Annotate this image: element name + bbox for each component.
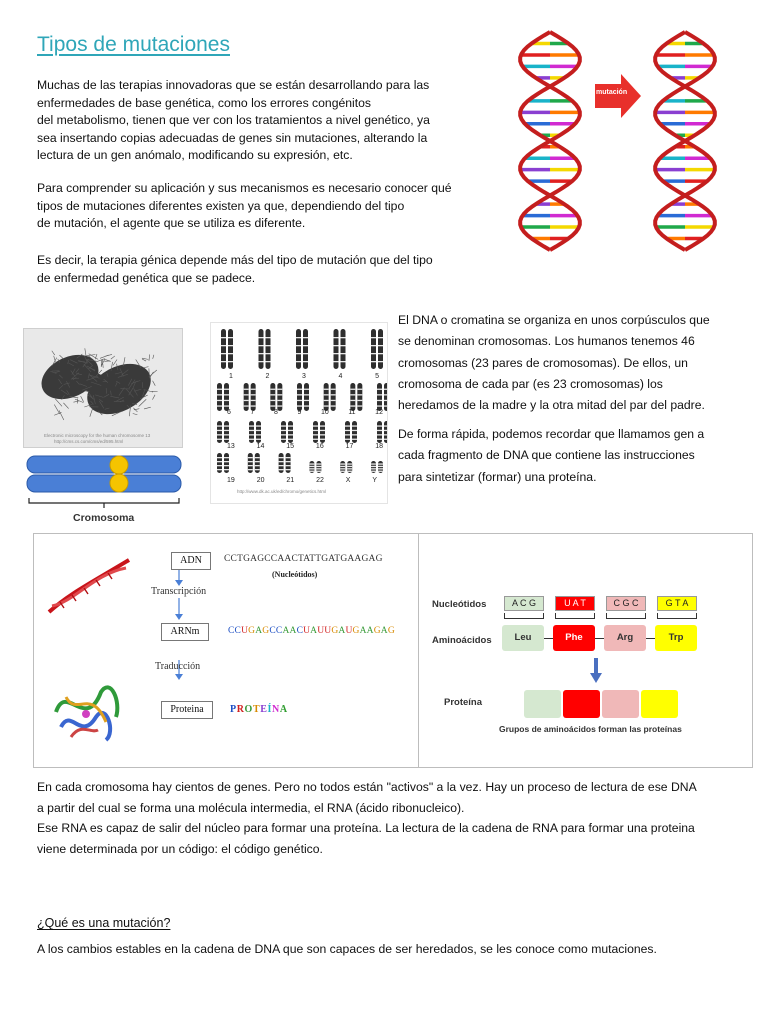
karyotype-number: 9 [297,409,302,416]
chromosome-shape [270,383,275,411]
chromosome-shape [221,329,226,369]
chromosome-shape [251,383,256,411]
chromosome-shape [384,383,387,411]
text-line: El DNA o cromatina se organiza en unos corpúsculos que [398,313,710,327]
karyotype-chromosomes [211,323,387,493]
dna-ribbon-image [44,554,134,619]
chromosome-shape [224,383,229,411]
karyotype-number: 20 [256,477,265,484]
arnm-box: ARNm [161,623,209,641]
proteina-box: Proteina [161,701,213,719]
karyotype-number: 12 [375,409,383,416]
protein-block [602,690,639,718]
karyotype-row-3-labels [227,443,383,450]
peptide-bond-line [544,638,553,639]
amino-acid-box: Phe [553,625,595,651]
down-arrow-icon [590,658,602,684]
chromosome-shape [303,329,308,369]
text-line: a partir del cual se forma una molécula intermedia, el RNA (ácido ribonucleico). [37,800,465,815]
chromosome-label: Cromosoma [73,512,135,524]
karyotype-number: 15 [286,443,295,450]
text-line: Muchas de las terapias innovadoras que se están desarrollando para las [37,78,430,92]
text-line: lectura de un gen anómalo, modificando su expresión, etc. [37,148,353,162]
karyotype-number: Y [372,477,377,484]
proteins-caption: Grupos de aminoácidos forman las proteínas [499,724,682,734]
text-line: cromosomas (23 pares de cromosomas). De ellos, un [398,355,688,370]
chromosome-shape [377,383,382,411]
codon-bracket [504,613,544,619]
chromosome-shape [259,329,264,369]
chromosome-shape [228,329,233,369]
text-line: para sintetizar (formar) una proteína. [398,469,597,484]
chromosome-shape [217,383,222,411]
codon-box: U A T [555,596,595,611]
proteina-word: PROTEÍNA [230,704,288,715]
karyotype-number: X [345,477,351,484]
text-line: Ese RNA es capaz de salir del núcleo para formar una proteína. La lectura de la cadena de RNA para formar una proteina [37,821,695,835]
karyotype-figure [210,322,388,504]
codon-box: C G C [606,596,646,611]
karyotype-number: 21 [286,477,295,484]
codon-bracket [606,613,646,619]
nucleotidos-note: (Nucleótidos) [272,570,318,579]
text-line: viene determinada por un código: el código genético. [37,841,323,856]
codon-row [504,596,768,656]
chromosome-shape [331,383,336,411]
text-line: cromosoma de cada par (es 23 cromosomas) los [398,376,663,391]
chromosome-shape [378,329,383,369]
intro-paragraph-2 [37,180,482,233]
mutation-answer: A los cambios estables en la cadena de DNA que son capaces de ser heredados, se les conoce como mutaciones. [37,942,657,956]
karyotype-number: 8 [273,409,278,416]
amino-acid-box: Arg [604,625,646,651]
chromosome-shape [357,383,362,411]
peptide-bond-line [595,638,604,639]
mutation-label: mutación [596,89,628,96]
codon-box: A C G [504,596,544,611]
karyotype-number: 6 [227,409,231,416]
protein-structure-image [46,672,128,747]
chromosome-shape [304,383,309,411]
chromosome-diagram [24,450,184,530]
text-line: cada fragmento de DNA que contiene las instrucciones [398,448,695,463]
aminoacidos-label: Aminoácidos [432,635,492,646]
transcripcion-label: Transcripción [151,586,207,597]
protein-block [641,690,678,718]
traduccion-label: Traducción [155,661,201,672]
karyotype-number: 17 [345,443,354,450]
page-title: Tipos de mutaciones [37,33,230,56]
chromosome-shape [334,329,339,369]
adn-sequence: CCTGAGCCAACTATTGATGAAGAG [224,554,383,564]
chromosome-shape [244,383,249,411]
amino-acid-box: Trp [655,625,697,651]
karyotype-row-4-labels [227,477,377,484]
chromosome-shape [371,329,376,369]
karyotype-number: 22 [316,477,324,484]
arn-sequence: CCUGAGCCAACUAUUGAUGAAGAG [228,626,395,636]
text-line: enfermedades de base genética, como los errores congénitos [37,95,372,110]
adn-box: ADN [171,552,211,570]
karyotype-row-2-labels [227,409,383,416]
karyotype-number: 13 [227,443,235,450]
karyotype-number: 3 [302,373,306,380]
text-line: Para comprender su aplicación y sus mecanismos es necesario conocer qué [37,181,452,195]
dna-mutation-figure [495,22,745,258]
chromosome-paragraph [398,310,743,416]
text-line: En cada cromosoma hay cientos de genes. Pero no todos están "activos" a la vez. Hay un proceso de lectura de ese DNA [37,780,697,794]
protein-block [563,690,600,718]
text-line: De forma rápida, podemos recordar que llamamos gen a [398,427,705,441]
text-line: se denominan cromosomas. Los humanos tenemos 46 [398,334,695,349]
chromosome-shape [324,383,329,411]
codon-bracket [657,613,697,619]
karyotype-number: 10 [320,409,329,416]
proteina-label: Proteína [444,697,483,708]
nucleotidos-label: Nucleótidos [432,599,487,610]
dna-helix-illustration [495,22,745,258]
karyotype-number: 11 [348,409,356,416]
karyotype-number: 18 [375,443,383,450]
chromosome-micrograph [23,328,183,448]
text-line: Es decir, la terapia génica depende más del tipo de mutación que del tipo [37,253,433,267]
chromosome-shape [296,329,301,369]
karyotype-number: 19 [227,477,235,484]
mutation-arrow [595,74,641,118]
chromosome-shape [350,383,355,411]
amino-acid-box: Leu [502,625,544,651]
text-line: sea insertando copias adecuadas de genes sin mutaciones, alterando la [37,130,428,145]
protein-block [524,690,561,718]
karyotype-number: 16 [315,443,324,450]
chromosome-shape [297,383,302,411]
text-line: del metabolismo, tienen que ver con los tratamientos a nivel genético, ya [37,113,430,127]
chromosome-shape [341,329,346,369]
text-line: de mutación, el agente que se utiliza es diferente. [37,216,306,230]
text-line: heredamos de la madre y la otra mitad del par del padre. [398,398,705,413]
bottom-paragraph [37,777,737,859]
mutation-question-heading: ¿Qué es una mutación? [37,916,171,930]
karyotype-number: 7 [250,409,255,416]
karyotype-url: http://www.dk.ac.uk/ed/chromo/genetics.html [237,489,327,494]
karyotype-row-1-labels [229,373,379,380]
text-line: de enfermedad genética que se padece. [37,270,256,285]
chromosome-shape [277,383,282,411]
peptide-bond-line [646,638,655,639]
karyotype-number: 5 [375,373,379,380]
gene-paragraph [398,424,743,488]
karyotype-number: 1 [229,373,233,380]
karyotype-number: 14 [256,443,265,450]
codon-bracket [555,613,595,619]
karyotype-number: 2 [265,373,270,380]
intro-paragraph-3 [37,252,482,287]
chromosome-shape [266,329,271,369]
chromosome-micrograph-image [24,329,182,447]
codon-box: G T A [657,596,697,611]
micrograph-caption: Electronic microscopy for the human chromosome 13 [44,433,151,438]
figure-divider [418,534,419,767]
text-line: tipos de mutaciones diferentes existen ya que, dependiendo del tipo [37,198,405,213]
micrograph-url: http://cms.cs.com/cms/ed/595.html [54,439,124,444]
gene-expression-figure [33,533,753,768]
protein-block-row [504,690,734,720]
intro-paragraph-1 [37,77,482,165]
karyotype-number: 4 [338,373,343,380]
